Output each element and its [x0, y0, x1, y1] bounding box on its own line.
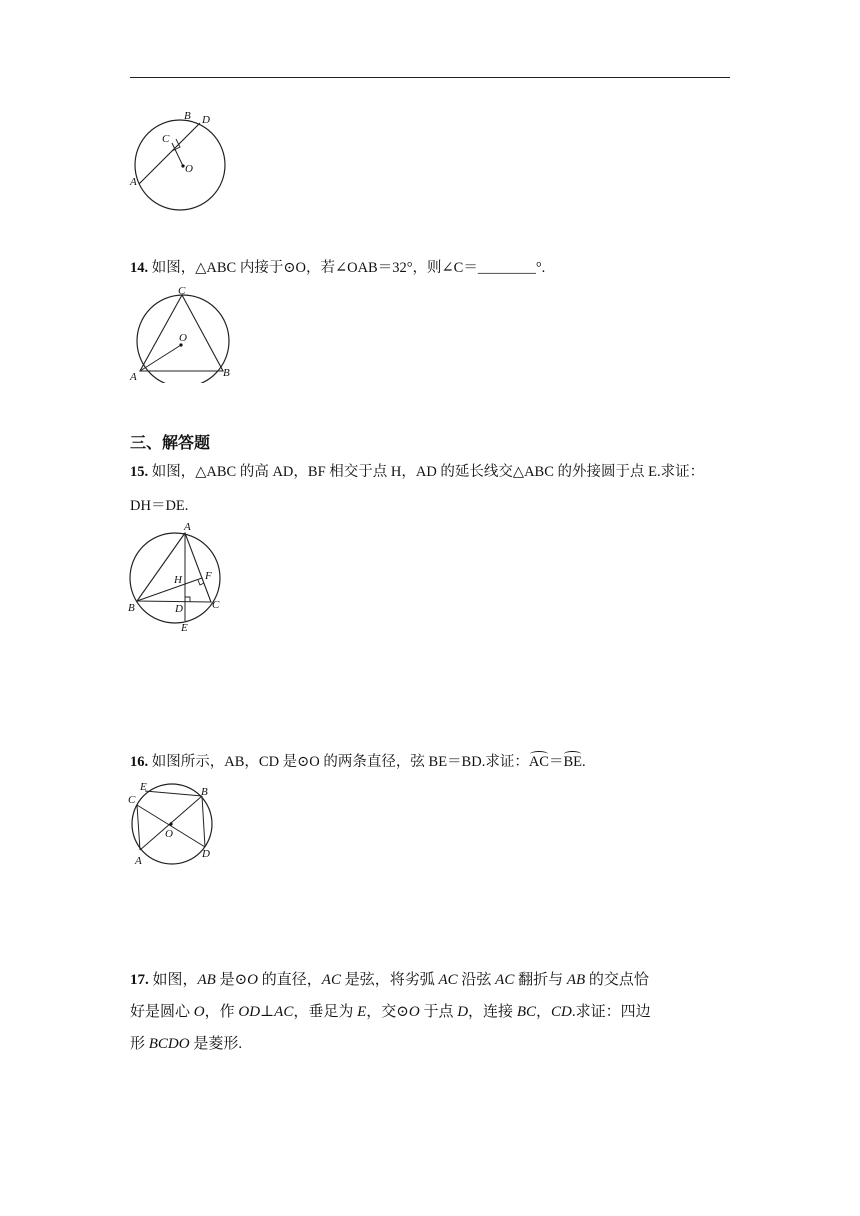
text: 沿弦 — [457, 972, 496, 988]
label-d: D — [202, 114, 210, 126]
question-14 — [130, 258, 545, 278]
label-c: C — [178, 285, 186, 297]
section-title: 三、解答题 — [130, 433, 211, 452]
var-o: O — [408, 1004, 420, 1020]
question-text: 如图所示，AB，CD 是⊙O 的两条直径，弦 BE＝BD.求证： — [151, 754, 529, 770]
var-bcdo: BCDO — [148, 1036, 190, 1052]
question-15-line-1 — [130, 462, 704, 482]
question-17-line-2 — [130, 1002, 730, 1022]
figure-14 — [125, 283, 245, 383]
figure-13 — [125, 105, 235, 215]
circle — [135, 120, 225, 210]
var-ac: AC — [495, 972, 515, 988]
text: ，连接 — [468, 1004, 517, 1020]
question-number: 14. — [130, 260, 149, 276]
header-rule — [130, 77, 730, 78]
var-e: E — [357, 1004, 367, 1020]
var-ac: AC — [321, 972, 341, 988]
label-o: O — [179, 332, 187, 344]
question-17-line-1 — [130, 970, 730, 990]
label-c: C — [212, 599, 220, 611]
segment-oc — [172, 143, 183, 166]
label-e: E — [140, 781, 147, 793]
text: 是⊙ — [215, 972, 248, 988]
label-e: E — [181, 622, 188, 634]
chord-bd — [202, 796, 205, 847]
altitude-bf — [137, 578, 202, 601]
text: .求证：四边 — [571, 1004, 651, 1020]
label-a: A — [130, 176, 137, 188]
period: . — [582, 754, 586, 770]
label-c: C — [162, 133, 170, 145]
question-16 — [130, 752, 586, 772]
text: 翻折与 — [514, 972, 567, 988]
text: ， — [535, 1004, 551, 1020]
segment-oa — [140, 345, 181, 371]
text: ，垂足为 — [293, 1004, 358, 1020]
question-15-line-2: DH＝DE. — [130, 498, 189, 514]
chord-be — [145, 791, 202, 796]
var-od: OD — [238, 1004, 261, 1020]
question-number: 16. — [130, 754, 149, 770]
var-ab: AB — [566, 972, 586, 988]
text: 于点 — [419, 1004, 458, 1020]
question-text: 如图，△ABC 内接于⊙O，若∠OAB＝32°，则∠C＝________°. — [151, 260, 546, 276]
label-f: F — [205, 570, 212, 582]
label-a: A — [184, 521, 191, 533]
center-dot — [169, 822, 172, 825]
text: 的交点恰 — [585, 972, 649, 988]
text: ，作 — [204, 1004, 239, 1020]
triangle-abc — [137, 533, 211, 602]
var-d: D — [457, 1004, 469, 1020]
var-ab: AB — [197, 972, 216, 988]
var-ac: AC — [274, 1004, 294, 1020]
label-d: D — [175, 603, 183, 615]
arc-be: BE — [563, 754, 583, 770]
question-17-line-3 — [130, 1034, 730, 1054]
label-c: C — [128, 794, 136, 806]
label-o: O — [165, 828, 173, 840]
label-o: O — [185, 163, 193, 175]
label-b: B — [184, 110, 191, 122]
question-number: 15. — [130, 464, 149, 480]
label-b: B — [223, 367, 230, 379]
var-o: O — [193, 1004, 205, 1020]
text: 是弦，将劣弧 — [340, 972, 439, 988]
label-b: B — [201, 786, 208, 798]
text: 是菱形. — [189, 1036, 243, 1052]
figure-16 — [123, 777, 223, 872]
text: ，交⊙ — [366, 1004, 409, 1020]
label-b: B — [128, 602, 135, 614]
var-cd: CD — [551, 1004, 572, 1020]
text: 的直径， — [258, 972, 322, 988]
label-a: A — [135, 855, 142, 867]
text: 形 — [130, 1036, 149, 1052]
label-h: H — [174, 574, 182, 586]
var-bc: BC — [516, 1004, 536, 1020]
text: 好是圆心 — [130, 1004, 194, 1020]
equals-sign: ＝ — [548, 754, 564, 770]
text: 如图， — [152, 972, 198, 988]
diameter-cd — [137, 805, 205, 847]
text: ⊥ — [260, 1004, 275, 1020]
figure-15 — [125, 520, 235, 635]
var-ac: AC — [438, 972, 458, 988]
question-text: 如图，△ABC 的高 AD，BF 相交于点 H，AD 的延长线交△ABC 的外接圆于点 E.求证： — [151, 464, 705, 480]
label-d: D — [202, 848, 210, 860]
var-o: O — [247, 972, 259, 988]
arc-ac: AC — [528, 754, 549, 770]
label-a: A — [130, 371, 137, 383]
question-number: 17. — [130, 972, 149, 988]
